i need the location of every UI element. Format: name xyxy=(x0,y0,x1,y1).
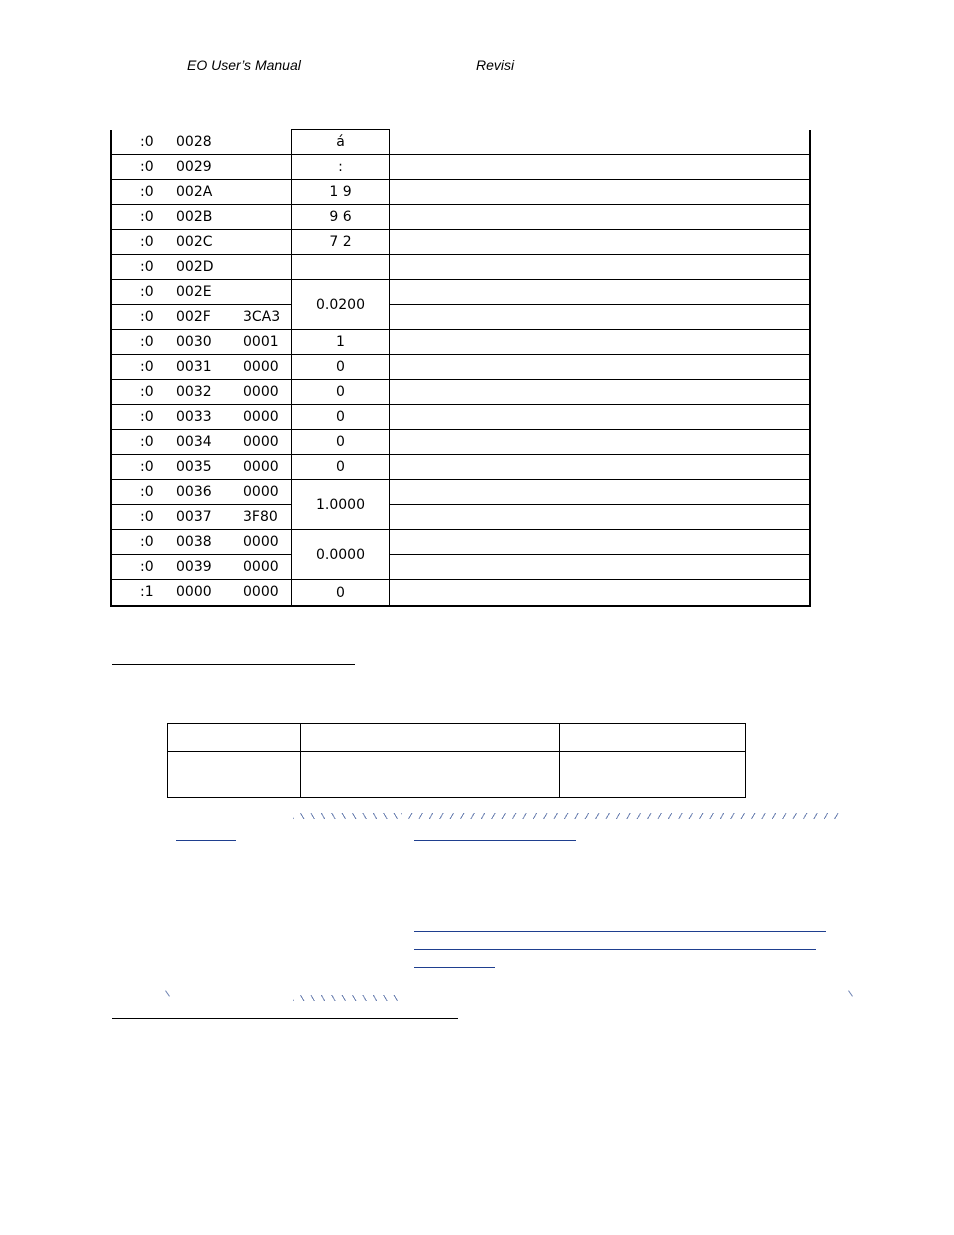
table-row xyxy=(111,530,810,555)
register-table xyxy=(110,129,811,607)
register-value-cell: 1.0000 xyxy=(292,480,390,530)
hyperlink-underline[interactable] xyxy=(414,967,495,968)
register-value-cell: : xyxy=(292,155,390,180)
table-row xyxy=(111,180,810,205)
register-description-cell xyxy=(390,280,811,305)
register-value-cell: 0.0000 xyxy=(292,530,390,580)
register-description-cell xyxy=(390,130,811,155)
register-description-cell xyxy=(390,430,811,455)
register-address-cell xyxy=(111,455,292,480)
section-heading-underline xyxy=(112,664,355,665)
register-prefix: :0 xyxy=(140,559,154,575)
register-address: 002F xyxy=(176,309,211,325)
register-description-cell xyxy=(390,180,811,205)
register-prefix: :0 xyxy=(140,209,154,225)
table-cell xyxy=(168,724,301,752)
table-row xyxy=(111,555,810,580)
register-value-cell: 0 xyxy=(292,455,390,480)
register-description-cell xyxy=(390,205,811,230)
register-address: 0035 xyxy=(176,459,212,475)
register-description-cell xyxy=(390,405,811,430)
table-cell xyxy=(168,752,301,798)
register-address: 0032 xyxy=(176,384,212,400)
register-prefix: :0 xyxy=(140,334,154,350)
register-address: 0038 xyxy=(176,534,212,550)
register-address-cell xyxy=(111,480,292,505)
register-address-cell xyxy=(111,555,292,580)
register-address: 002B xyxy=(176,209,213,225)
table-row xyxy=(111,280,810,305)
empty-table xyxy=(167,723,746,798)
register-value-cell: á xyxy=(292,130,390,155)
register-address-cell xyxy=(111,330,292,355)
register-data: 3CA3 xyxy=(243,309,281,325)
register-data: 0000 xyxy=(243,559,279,575)
register-prefix: :0 xyxy=(140,434,154,450)
register-description-cell xyxy=(390,355,811,380)
register-address-cell xyxy=(111,280,292,305)
register-description-cell xyxy=(390,155,811,180)
register-address-cell xyxy=(111,255,292,280)
register-address: 0037 xyxy=(176,509,212,525)
register-prefix: :0 xyxy=(140,259,154,275)
hyperlink-underline[interactable] xyxy=(176,840,236,841)
table-cell xyxy=(301,724,560,752)
register-description-cell xyxy=(390,505,811,530)
register-prefix: :0 xyxy=(140,309,154,325)
table-row xyxy=(111,455,810,480)
register-prefix: :0 xyxy=(140,384,154,400)
register-data: 0000 xyxy=(243,534,279,550)
table-row xyxy=(111,430,810,455)
table-row xyxy=(111,405,810,430)
register-prefix: :0 xyxy=(140,234,154,250)
register-address: 002A xyxy=(176,184,213,200)
table-row xyxy=(111,305,810,330)
table-row xyxy=(111,230,810,255)
register-value-cell: 1 xyxy=(292,330,390,355)
table-row xyxy=(111,330,810,355)
register-address: 002E xyxy=(176,284,212,300)
table-cell xyxy=(560,752,746,798)
hyperlink-underline[interactable] xyxy=(414,840,576,841)
header-revision: Revisi xyxy=(476,57,515,73)
table-row xyxy=(111,380,810,405)
table-row xyxy=(168,724,746,752)
register-value-cell: 9 6 xyxy=(292,205,390,230)
table-row xyxy=(111,355,810,380)
register-address-cell xyxy=(111,405,292,430)
register-value-cell: 7 2 xyxy=(292,230,390,255)
register-prefix: :0 xyxy=(140,159,154,175)
register-data: 0000 xyxy=(243,459,279,475)
register-description-cell xyxy=(390,255,811,280)
register-description-cell xyxy=(390,555,811,580)
register-prefix: :0 xyxy=(140,284,154,300)
register-address: 002D xyxy=(176,259,214,275)
register-address: 0033 xyxy=(176,409,212,425)
header-title: EO User’s Manual xyxy=(187,57,301,73)
register-address-cell xyxy=(111,305,292,330)
register-address-cell xyxy=(111,430,292,455)
register-address-cell xyxy=(111,205,292,230)
hatch-mark xyxy=(293,813,401,819)
register-address-cell xyxy=(111,355,292,380)
register-data: 3F80 xyxy=(243,509,278,525)
register-description-cell xyxy=(390,305,811,330)
register-address-cell xyxy=(111,505,292,530)
register-prefix: :1 xyxy=(140,584,154,600)
register-prefix: :0 xyxy=(140,133,154,150)
register-value-cell: 0.0200 xyxy=(292,280,390,330)
register-address-cell xyxy=(111,155,292,180)
register-address-cell xyxy=(111,380,292,405)
register-value-cell: 0 xyxy=(292,380,390,405)
hatch-mark xyxy=(401,813,844,819)
table-row xyxy=(111,130,810,155)
register-prefix: :0 xyxy=(140,534,154,550)
register-address: 0029 xyxy=(176,159,212,175)
register-data: 0000 xyxy=(243,384,279,400)
register-address-cell xyxy=(111,580,292,607)
register-value-cell: 0 xyxy=(292,355,390,380)
table-row xyxy=(111,255,810,280)
table-row xyxy=(111,205,810,230)
register-description-cell xyxy=(390,455,811,480)
register-prefix: :0 xyxy=(140,184,154,200)
register-description-cell xyxy=(390,380,811,405)
hyperlink-underline[interactable] xyxy=(414,949,816,950)
register-address: 002C xyxy=(176,234,213,250)
tick-mark xyxy=(848,990,853,996)
register-address-cell xyxy=(111,180,292,205)
register-data: 0001 xyxy=(243,334,279,350)
table-row xyxy=(111,155,810,180)
table-cell xyxy=(560,724,746,752)
register-address: 0028 xyxy=(176,133,212,150)
register-data: 0000 xyxy=(243,359,279,375)
register-value-cell xyxy=(292,255,390,280)
register-address-cell xyxy=(111,230,292,255)
table-row xyxy=(111,580,810,607)
register-description-cell xyxy=(390,330,811,355)
register-description-cell xyxy=(390,580,811,607)
register-address: 0000 xyxy=(176,584,212,600)
register-address-cell xyxy=(111,530,292,555)
register-prefix: :0 xyxy=(140,509,154,525)
register-value-cell: 0 xyxy=(292,580,390,607)
register-description-cell xyxy=(390,230,811,255)
hyperlink-underline[interactable] xyxy=(414,931,826,932)
table-cell xyxy=(301,752,560,798)
register-prefix: :0 xyxy=(140,459,154,475)
register-prefix: :0 xyxy=(140,484,154,500)
register-address: 0031 xyxy=(176,359,212,375)
section-heading-underline xyxy=(112,1018,458,1019)
register-address: 0039 xyxy=(176,559,212,575)
table-row xyxy=(111,480,810,505)
register-description-cell xyxy=(390,530,811,555)
register-value-cell: 0 xyxy=(292,405,390,430)
tick-mark xyxy=(165,990,170,996)
register-data: 0000 xyxy=(243,584,279,600)
register-address-cell xyxy=(111,130,292,155)
hatch-mark xyxy=(293,995,399,1001)
register-description-cell xyxy=(390,480,811,505)
register-value-cell: 1 9 xyxy=(292,180,390,205)
register-data: 0000 xyxy=(243,409,279,425)
register-address: 0036 xyxy=(176,484,212,500)
table-row xyxy=(111,505,810,530)
register-prefix: :0 xyxy=(140,409,154,425)
register-data: 0000 xyxy=(243,484,279,500)
register-data: 0000 xyxy=(243,434,279,450)
table-row xyxy=(168,752,746,798)
register-prefix: :0 xyxy=(140,359,154,375)
register-value-cell: 0 xyxy=(292,430,390,455)
register-address: 0030 xyxy=(176,334,212,350)
register-address: 0034 xyxy=(176,434,212,450)
